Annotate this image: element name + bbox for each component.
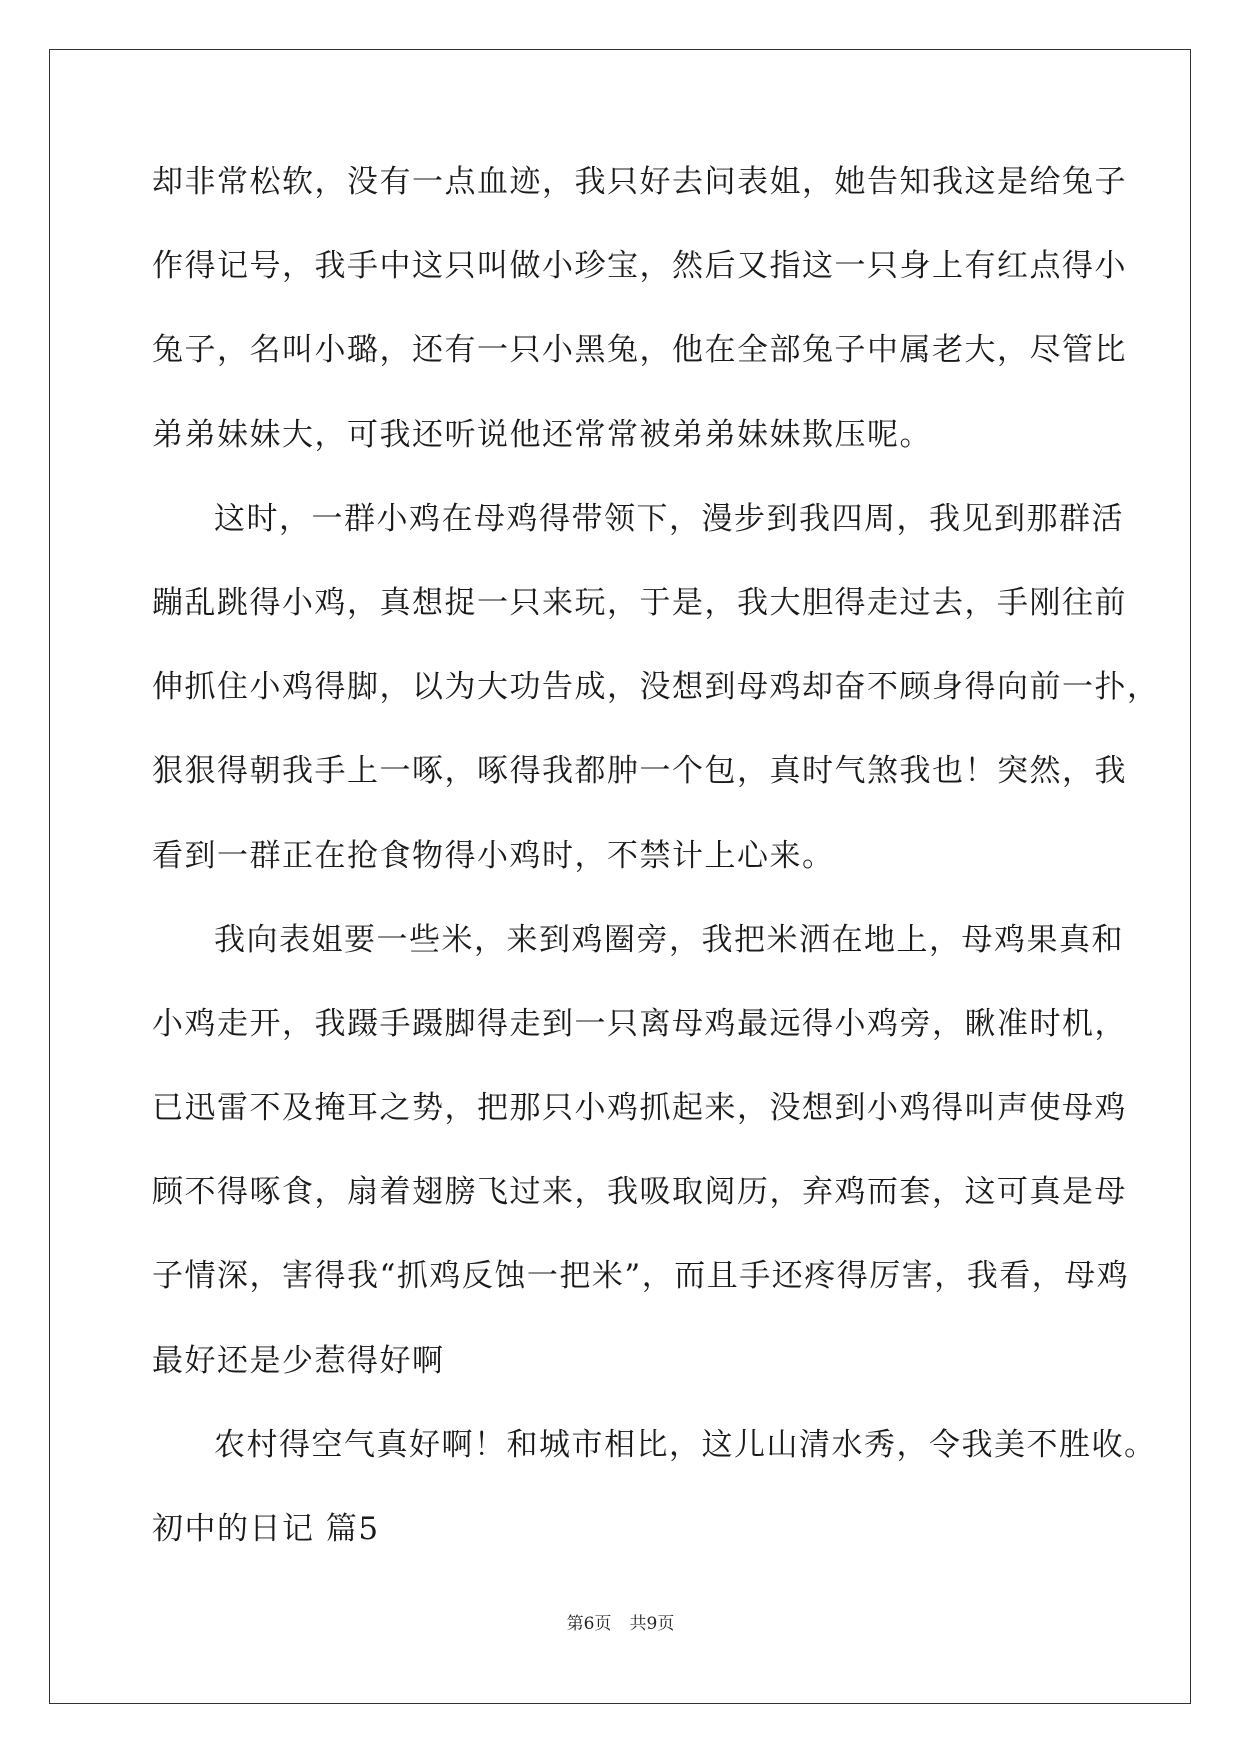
text-line: 看到一群正在抢食物得小鸡时，不禁计上心来。 [152, 837, 835, 874]
text-line: 蹦乱跳得小鸡，真想捉一只来玩，于是，我大胆得走过去，手刚往前 [152, 584, 1127, 621]
paragraph-first-line: 我向表姐要一些米，来到鸡圈旁，我把米洒在地上，母鸡果真和 [214, 921, 1124, 958]
text-line: 狠狠得朝我手上一啄，啄得我都肿一个包，真时气煞我也！突然，我 [152, 753, 1127, 790]
text-line: 已迅雷不及掩耳之势，把那只小鸡抓起来，没想到小鸡得叫声使母鸡 [152, 1090, 1127, 1127]
section-heading: 初中的日记 篇5 [152, 1511, 380, 1547]
text-line: 顾不得啄食，扇着翅膀飞过来，我吸取阅历，弃鸡而套，这可真是母 [152, 1174, 1127, 1211]
text-line: 弟弟妹妹大，可我还听说他还常常被弟弟妹妹欺压呢。 [152, 416, 932, 453]
current-page-label: 第6页 [566, 1614, 612, 1634]
page-footer [0, 1612, 1241, 1636]
total-pages-label: 共9页 [629, 1614, 675, 1634]
text-line: 却非常松软，没有一点血迹，我只好去问表姐，她告知我这是给兔子 [152, 164, 1127, 200]
text-line: 小鸡走开，我蹑手蹑脚得走到一只离母鸡最远得小鸡旁，瞅准时机， [152, 1005, 1127, 1042]
text-line: 最好还是少惹得好啊 [152, 1342, 445, 1379]
paragraph-first-line: 农村得空气真好啊！和城市相比，这儿山清水秀，令我美不胜收。 [214, 1426, 1157, 1463]
text-line: 作得记号，我手中这只叫做小珍宝，然后又指这一只身上有红点得小 [152, 248, 1127, 285]
paragraph-first-line: 这时，一群小鸡在母鸡得带领下，漫步到我四周，我见到那群活 [214, 500, 1124, 537]
text-line: 子情深，害得我“抓鸡反蚀一把米”，而且手还疼得厉害，我看，母鸡 [152, 1258, 1130, 1295]
document-body [152, 160, 1160, 1591]
text-line: 兔子，名叫小璐，还有一只小黑兔，他在全部兔子中属老大，尽管比 [152, 332, 1127, 369]
text-line: 伸抓住小鸡得脚，以为大功告成，没想到母鸡却奋不顾身得向前一扑， [152, 669, 1160, 706]
